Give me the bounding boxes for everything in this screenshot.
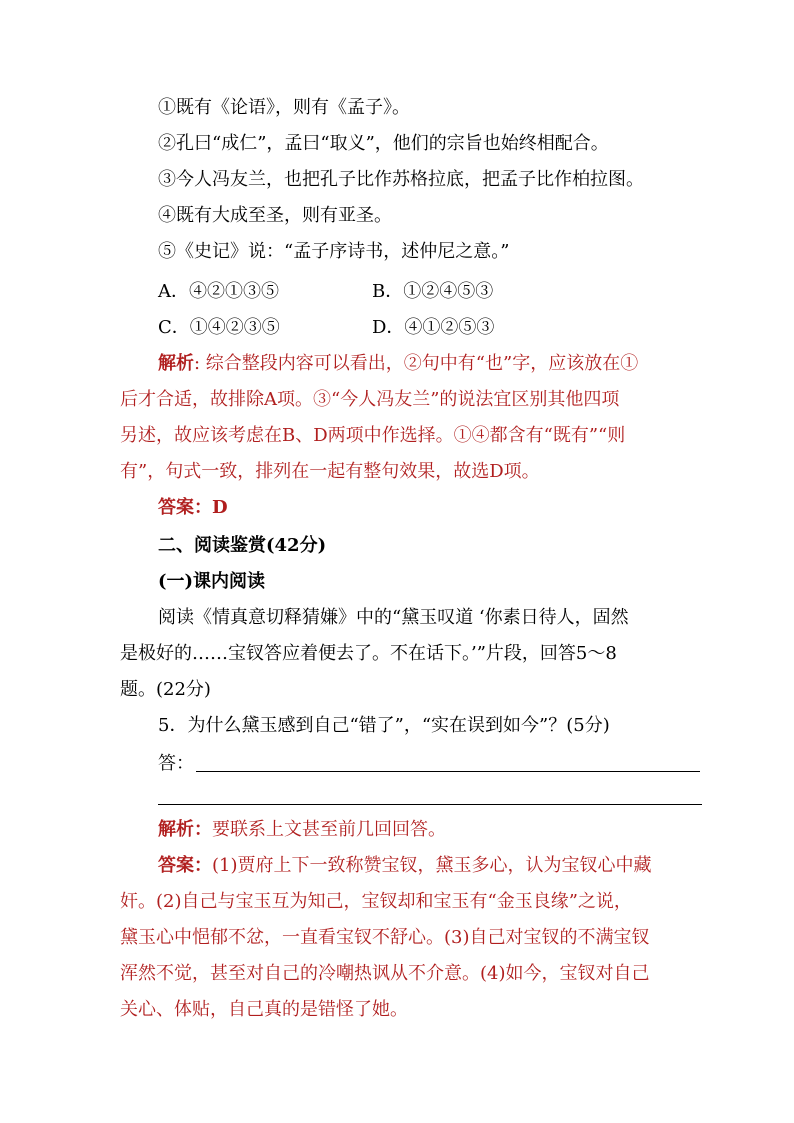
intro-line-1: 阅读《情真意切释猜嫌》中的“黛玉叹道 ‘你素日待人，固然 (158, 607, 629, 628)
question-5: 5．为什么黛玉感到自己“错了”，“实在误到如今”？(5分) (158, 715, 610, 736)
analysis-1-line-1 (158, 352, 638, 376)
answer-5-line-4: 浑然不觉，甚至对自己的冷嘲热讽从不介意。(4)如今，宝钗对自己 (120, 963, 650, 984)
answer-1-label: 答案： (158, 497, 212, 518)
sentence-5: ⑤《史记》说：“孟子序诗书，述仲尼之意。” (158, 241, 510, 262)
analysis-5-label: 解析： (158, 819, 212, 840)
answer-5-label: 答案： (158, 855, 212, 876)
option-c: C．①④②③⑤ (158, 317, 280, 338)
answer-5-line-5: 关心、体贴，自己真的是错怪了她。 (120, 999, 408, 1020)
intro-line-2: 是极好的……宝钗答应着便去了。不在话下。’”片段，回答5～8 (120, 643, 617, 664)
answer-1 (158, 496, 228, 520)
answer-5-line-1 (158, 854, 652, 878)
answer-5-line-2: 奸。(2)自己与宝玉互为知己，宝钗却和宝玉有“金玉良缘”之说， (120, 891, 632, 912)
sentence-3: ③今人冯友兰，也把孔子比作苏格拉底，把孟子比作柏拉图。 (158, 169, 644, 190)
answer-line-1 (196, 771, 700, 772)
answer-5-line-3: 黛玉心中悒郁不忿，一直看宝钗不舒心。(3)自己对宝钗的不满宝钗 (120, 927, 650, 948)
sentence-2: ②孔曰“成仁”，孟曰“取义”，他们的宗旨也始终相配合。 (158, 133, 609, 154)
sentence-4: ④既有大成至圣，则有亚圣。 (158, 205, 392, 226)
option-b: B．①②④⑤③ (372, 281, 494, 302)
analysis-1-line-2: 后才合适，故排除A项。③“今人冯友兰”的说法宜区别其他四项 (120, 389, 620, 410)
section-2-subtitle: (一)课内阅读 (158, 571, 266, 592)
option-a: A．④②①③⑤ (158, 281, 279, 302)
intro-line-3: 题。(22分) (120, 679, 211, 700)
analysis-1-line-4: 有”，句式一致，排列在一起有整句效果，故选D项。 (120, 461, 540, 482)
option-d: D．④①②⑤③ (372, 317, 495, 338)
answer-5-text-1: (1)贾府上下一致称赞宝钗，黛玉多心，认为宝钗心中藏 (212, 855, 652, 876)
question-5-answer-label: 答： (158, 753, 194, 774)
analysis-5-text: 要联系上文甚至前几回回答。 (212, 819, 446, 840)
analysis-1-text-1: : 综合整段内容可以看出，②句中有“也”字，应该放在① (194, 353, 639, 374)
section-2-title: 二、阅读鉴赏(42分) (158, 535, 327, 556)
analysis-1-label: 解析 (158, 353, 194, 374)
sentence-1: ①既有《论语》，则有《孟子》。 (158, 97, 410, 118)
answer-line-2 (158, 804, 702, 805)
analysis-5 (158, 818, 446, 842)
answer-1-value: D (212, 497, 228, 518)
analysis-1-line-3: 另述，故应该考虑在B、D两项中作选择。①④都含有“既有”“则 (120, 425, 626, 446)
